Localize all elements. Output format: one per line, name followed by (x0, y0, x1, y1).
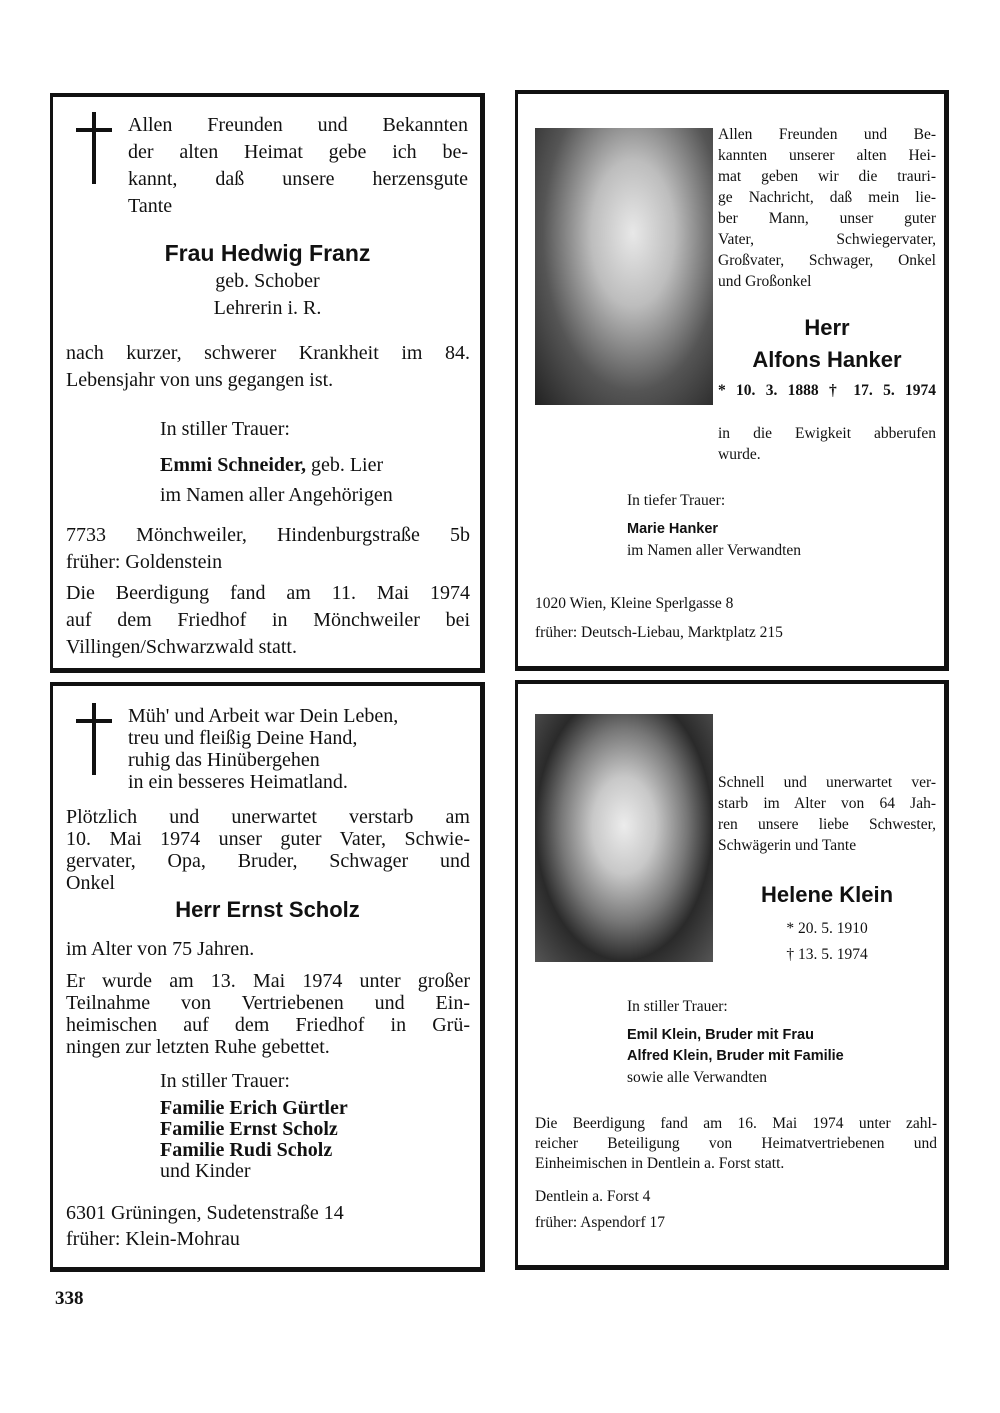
intro-line: ge Nachricht, daß mein lie- (718, 189, 936, 206)
funeral-line: reicher Beteiligung von Heimatvertriebenen und (535, 1135, 937, 1152)
intro-line: Allen Freunden und Be- (718, 126, 936, 143)
mourner-line: im Namen aller Angehörigen (160, 484, 393, 506)
portrait-photo (535, 714, 713, 962)
mourner-name: Marie Hanker (627, 521, 719, 537)
address-line: früher: Klein-Mohrau (66, 1228, 240, 1250)
funeral-line: auf dem Friedhof in Mönchweiler bei (66, 609, 470, 631)
mourner-line: im Namen aller Verwandten (627, 542, 802, 559)
body-line: in die Ewigkeit abberufen (718, 425, 936, 442)
verse-line: Müh' und Arbeit war Dein Leben, (128, 705, 399, 727)
burial-line: heimischen auf dem Friedhof in Grü- (66, 1014, 470, 1036)
verse-line: treu und fleißig Deine Hand, (128, 727, 358, 749)
portrait-photo (535, 128, 713, 405)
intro-line: Vater, Schwiegervater, (718, 231, 936, 248)
intro-line: mat geben wir die trauri- (718, 168, 936, 185)
intro-line: Schwägerin und Tante (718, 837, 857, 854)
address-line: früher: Deutsch-Liebau, Marktplatz 215 (535, 624, 783, 641)
mourner-line: sowie alle Verwandten (627, 1069, 768, 1086)
funeral-line: Die Beerdigung fand am 11. Mai 1974 (66, 582, 470, 604)
intro-line: Allen Freunden und Bekannten (128, 114, 468, 136)
verse-line: in ein besseres Heimatland. (128, 771, 348, 793)
death-date: † 13. 5. 1974 (786, 946, 868, 963)
mourner-name: Familie Ernst Scholz (160, 1118, 338, 1140)
address-line: früher: Aspendorf 17 (535, 1214, 665, 1231)
maiden-name: geb. Schober (215, 270, 320, 292)
birth-date: * 20. 5. 1910 (786, 920, 868, 937)
intro-line: starb im Alter von 64 Jah- (718, 795, 936, 812)
intro-line: Tante (128, 195, 173, 217)
body-line: nach kurzer, schwerer Krankheit im 84. (66, 342, 470, 364)
body-line: Plötzlich und unerwartet verstarb am (66, 806, 470, 828)
burial-line: ningen zur letzten Ruhe gebettet. (66, 1036, 330, 1058)
funeral-line: Die Beerdigung fand am 16. Mai 1974 unter zahl- (535, 1115, 937, 1132)
intro-line: Großvater, Schwager, Onkel (718, 252, 936, 269)
page-number: 338 (55, 1288, 84, 1309)
funeral-line: Einheimischen in Dentlein a. Forst statt. (535, 1155, 785, 1172)
mourner (160, 450, 470, 480)
deceased-title: Herr (804, 315, 850, 340)
deceased-name: Frau Hedwig Franz (164, 240, 371, 266)
address-line: 6301 Grüningen, Sudetenstraße 14 (66, 1202, 344, 1224)
mourner-name: Emmi Schneider, (160, 454, 306, 476)
burial-line: Teilnahme von Vertriebenen und Ein- (66, 992, 470, 1014)
mourner-name: Emil Klein, Bruder mit Frau (627, 1027, 814, 1043)
mourning-label: In stiller Trauer: (160, 418, 290, 440)
mourner-name: Familie Erich Gürtler (160, 1097, 348, 1119)
mourning-label: In stiller Trauer: (160, 1070, 290, 1092)
deceased-name: Alfons Hanker (752, 347, 902, 372)
mourner-detail: geb. Lier (305, 454, 384, 476)
body-line: Lebensjahr von uns gegangen ist. (66, 369, 334, 391)
profession: Lehrerin i. R. (213, 297, 322, 319)
cross-icon (74, 112, 114, 184)
intro-line: ber Mann, unser guter (718, 210, 936, 227)
intro-line: und Großonkel (718, 273, 812, 290)
address-line: Dentlein a. Forst 4 (535, 1188, 651, 1205)
mourning-label: In tiefer Trauer: (627, 492, 726, 509)
cross-icon (74, 703, 114, 775)
verse-line: ruhig das Hinübergehen (128, 749, 320, 771)
mourner-line: und Kinder (160, 1160, 251, 1182)
funeral-line: Villingen/Schwarzwald statt. (66, 636, 297, 658)
body-line: gervater, Opa, Bruder, Schwager und (66, 850, 470, 872)
age-line: im Alter von 75 Jahren. (66, 938, 255, 960)
mourner-name: Familie Rudi Scholz (160, 1139, 333, 1161)
address-line: 1020 Wien, Kleine Sperlgasse 8 (535, 595, 734, 612)
body-line: wurde. (718, 446, 761, 463)
body-line: 10. Mai 1974 unser guter Vater, Schwie- (66, 828, 470, 850)
mourner-name: Alfred Klein, Bruder mit Familie (627, 1048, 844, 1064)
address-line: früher: Goldenstein (66, 551, 223, 573)
deceased-name: Helene Klein (760, 882, 894, 907)
address-line: 7733 Mönchweiler, Hindenburgstraße 5b (66, 524, 470, 546)
intro-line: der alten Heimat gebe ich be- (128, 141, 468, 163)
intro-line: kannt, daß unsere herzensgute (128, 168, 468, 190)
intro-line: Schnell und unerwartet ver- (718, 774, 936, 791)
body-line: Onkel (66, 872, 115, 894)
intro-line: kannten unserer alten Hei- (718, 147, 936, 164)
intro-line: ren unsere liebe Schwester, (718, 816, 936, 833)
mourning-label: In stiller Trauer: (627, 998, 728, 1015)
burial-line: Er wurde am 13. Mai 1974 unter großer (66, 970, 470, 992)
life-dates: * 10. 3. 1888 † 17. 5. 1974 (718, 382, 936, 399)
deceased-name: Herr Ernst Scholz (175, 897, 360, 922)
